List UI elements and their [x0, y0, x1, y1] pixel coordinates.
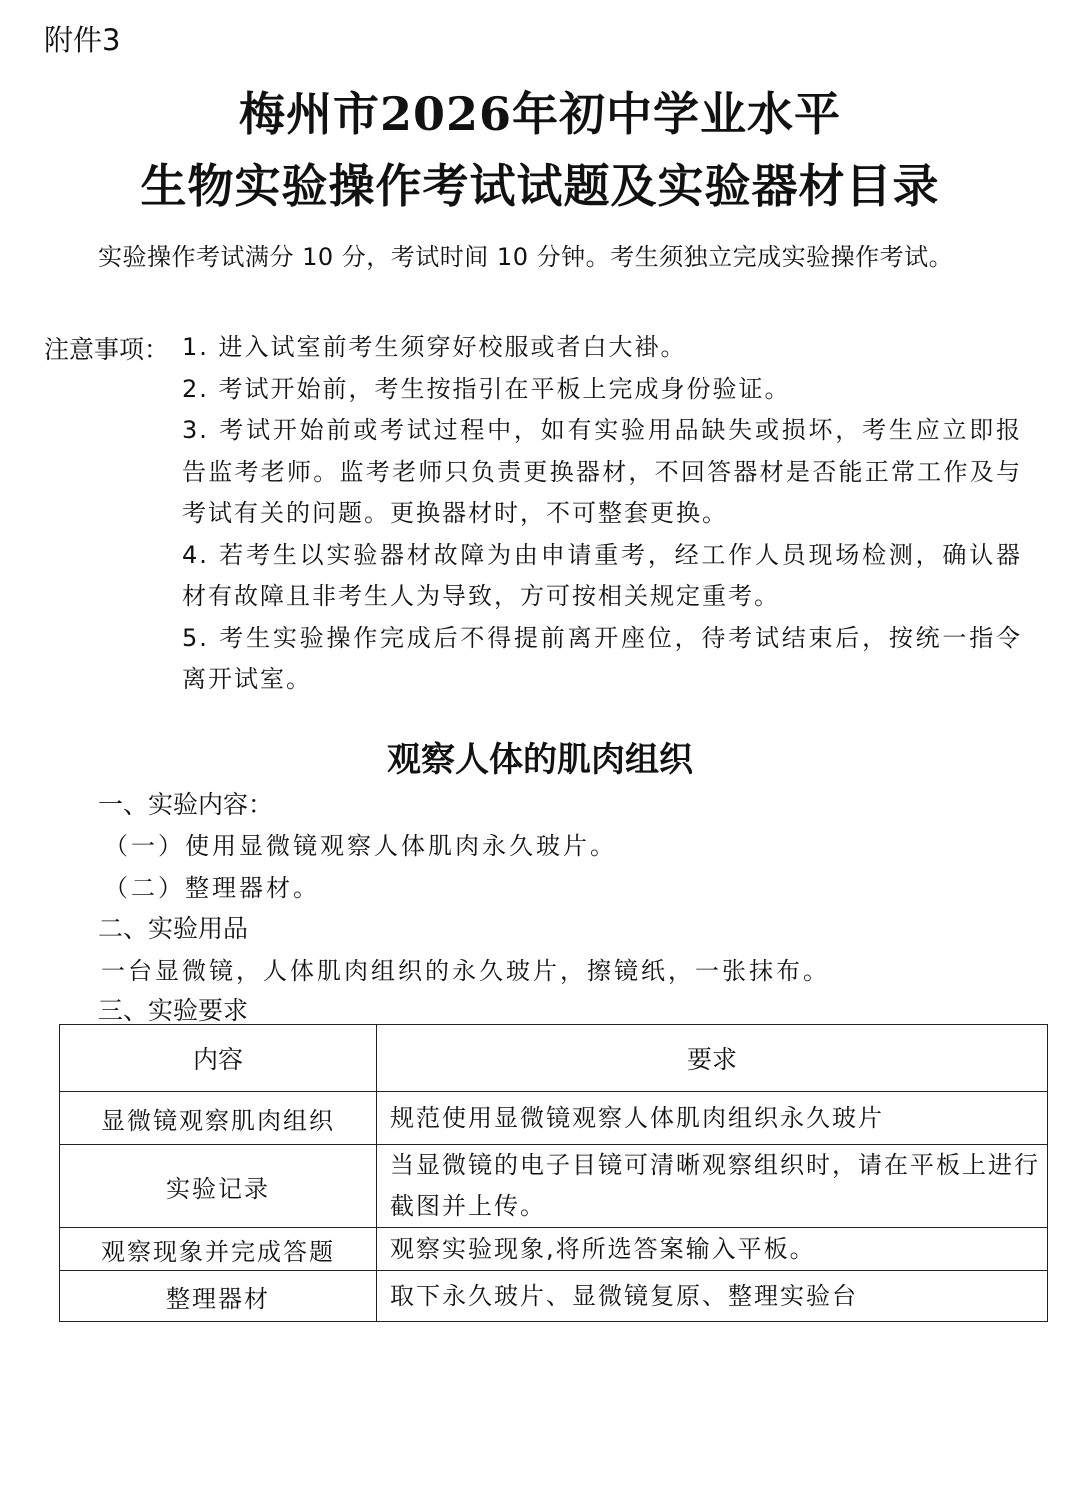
cell-requirement: 规范使用显微镜观察人体肌肉组织永久玻片	[377, 1092, 1048, 1145]
content-item: （一）使用显微镜观察人体肌肉永久玻片。	[104, 832, 617, 860]
table-row	[60, 1145, 1048, 1228]
note-item: 3. 考试开始前或考试过程中，如有实验用品缺失或损坏，考生应立即报告监考老师。监考老师只负责更换器材，不回答器材是否能正常工作及与考试有关的问题。更换器材时，不可整套更换。	[182, 416, 1022, 527]
attachment-label: 附件3	[44, 23, 121, 57]
content-heading: 一、实验内容：	[98, 790, 274, 819]
table-row	[60, 1228, 1048, 1271]
supplies-heading: 二、实验用品	[98, 914, 249, 943]
note-item: 5. 考生实验操作完成后不得提前离开座位，待考试结束后，按统一指令离开试室。	[182, 623, 1022, 693]
experiment-title: 观察人体的肌肉组织	[387, 740, 693, 780]
cell-requirement: 观察实验现象,将所选答案输入平板。	[377, 1228, 1048, 1271]
table-header-row	[60, 1025, 1048, 1092]
page-title-line2: 生物实验操作考试试题及实验器材目录	[140, 159, 940, 213]
note-item: 2. 考试开始前，考生按指引在平板上完成身份验证。	[182, 374, 791, 403]
supplies-text: 一台显微镜，人体肌肉组织的永久玻片，擦镜纸，一张抹布。	[101, 957, 830, 985]
notes-label: 注意事项：	[44, 335, 170, 364]
cell-content: 整理器材	[60, 1271, 377, 1322]
note-item: 1. 进入试室前考生须穿好校服或者白大褂。	[182, 333, 687, 361]
cell-requirement: 取下永久玻片、显微镜复原、整理实验台	[377, 1271, 1048, 1322]
cell-content: 观察现象并完成答题	[60, 1228, 377, 1271]
cell-requirement: 当显微镜的电子目镜可清晰观察组织时，请在平板上进行截图并上传。	[377, 1145, 1048, 1228]
notes-list	[182, 327, 1022, 701]
requirements-table	[59, 1024, 1048, 1322]
cell-content: 实验记录	[60, 1145, 377, 1228]
note-item: 4. 若考生以实验器材故障为由申请重考，经工作人员现场检测，确认器材有故障且非考生人为导致，方可按相关规定重考。	[182, 540, 1022, 610]
header-requirement: 要求	[377, 1025, 1048, 1092]
header-content: 内容	[60, 1025, 377, 1092]
cell-content: 显微镜观察肌肉组织	[60, 1092, 377, 1145]
table-row	[60, 1271, 1048, 1322]
intro-text: 实验操作考试满分 10 分，考试时间 10 分钟。考生须独立完成实验操作考试。	[98, 243, 954, 271]
requirements-heading: 三、实验要求	[98, 996, 249, 1025]
table-row	[60, 1092, 1048, 1145]
content-item: （二）整理器材。	[104, 874, 320, 902]
page-title-line1: 梅州市2026年初中学业水平	[238, 87, 842, 141]
